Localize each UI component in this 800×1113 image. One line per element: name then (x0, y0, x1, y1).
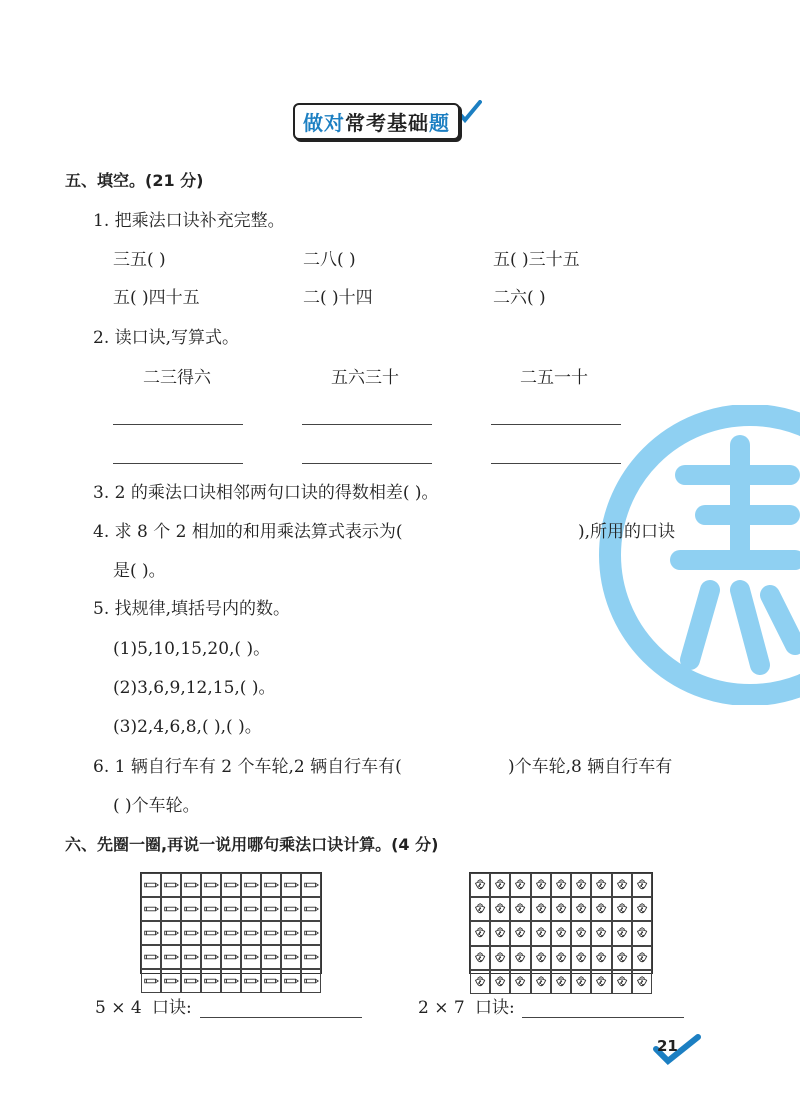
strawberry-cell[interactable] (470, 970, 490, 994)
strawberry-cell[interactable] (531, 970, 551, 994)
pencil-cell[interactable] (181, 969, 201, 993)
pencil-cell[interactable] (241, 897, 261, 921)
pencil-cell[interactable] (161, 897, 181, 921)
pencil-cell[interactable] (181, 897, 201, 921)
strawberry-cell[interactable] (470, 897, 490, 921)
pencil-cell[interactable] (221, 921, 241, 945)
strawberry-cell[interactable] (591, 873, 611, 897)
pencil-cell[interactable] (161, 969, 181, 993)
q1-blank-4[interactable]: 五( )四十五 (113, 288, 200, 308)
strawberry-cell[interactable] (490, 873, 510, 897)
q1-blank-2[interactable]: 二八( ) (303, 250, 356, 270)
page-number-badge (652, 1033, 702, 1067)
pencil-cell[interactable] (161, 921, 181, 945)
q1-blank-5[interactable]: 二( )十四 (303, 288, 373, 308)
strawberry-cell[interactable] (551, 946, 571, 970)
pencil-cell[interactable] (301, 969, 321, 993)
strawberry-cell[interactable] (591, 897, 611, 921)
strawberry-cell[interactable] (551, 897, 571, 921)
strawberry-cell[interactable] (531, 921, 551, 945)
pencil-cell[interactable] (281, 969, 301, 993)
right-koujue-line[interactable] (522, 1017, 684, 1018)
q5-part-1: (1)5,10,15,20,( )。 (113, 639, 271, 659)
q6-text-b: )个车轮,8 辆自行车有 (508, 757, 673, 777)
pencil-cell[interactable] (241, 945, 261, 969)
pencil-cell[interactable] (201, 945, 221, 969)
strawberry-cell[interactable] (510, 897, 530, 921)
strawberry-cell[interactable] (470, 873, 490, 897)
pencil-cell[interactable] (141, 921, 161, 945)
answer-line-6[interactable] (491, 463, 621, 464)
pencil-cell[interactable] (221, 897, 241, 921)
strawberry-cell[interactable] (632, 921, 652, 945)
q5-part-2: (2)3,6,9,12,15,( )。 (113, 678, 276, 698)
section5-title: 五、填空。(21 分) (65, 171, 204, 190)
pencil-cell[interactable] (301, 873, 321, 897)
pencil-cell[interactable] (261, 945, 281, 969)
strawberry-cell[interactable] (571, 897, 591, 921)
pencil-cell[interactable] (241, 969, 261, 993)
strawberry-cell[interactable] (551, 921, 571, 945)
answer-line-3[interactable] (491, 424, 621, 425)
strawberry-cell[interactable] (612, 873, 632, 897)
pencil-cell[interactable] (281, 945, 301, 969)
strawberry-cell[interactable] (612, 897, 632, 921)
pencil-cell[interactable] (301, 897, 321, 921)
pencil-cell[interactable] (221, 873, 241, 897)
strawberry-cell[interactable] (571, 873, 591, 897)
left-koujue-label: 口诀: (152, 998, 192, 1018)
banner-part3: 常考基础 (345, 110, 429, 135)
strawberry-cell[interactable] (571, 921, 591, 945)
left-koujue-line[interactable] (200, 1017, 362, 1018)
q1-blank-3[interactable]: 五( )三十五 (493, 250, 580, 270)
answer-line-2[interactable] (302, 424, 432, 425)
q1-blank-6[interactable]: 二六( ) (493, 288, 546, 308)
strawberry-cell[interactable] (551, 873, 571, 897)
q2-item-1: 二三得六 (143, 368, 211, 388)
strawberry-cell[interactable] (591, 921, 611, 945)
strawberry-cell[interactable] (571, 970, 591, 994)
pencil-cell[interactable] (241, 921, 261, 945)
q6-text-a: 6. 1 辆自行车有 2 个车轮,2 辆自行车有( (93, 757, 402, 777)
strawberry-cell[interactable] (591, 946, 611, 970)
page-number: 21 (657, 1037, 678, 1055)
q5-part-3: (3)2,4,6,8,( ),( )。 (113, 717, 262, 737)
q2-item-3: 二五一十 (520, 368, 588, 388)
q5-text: 5. 找规律,填括号内的数。 (93, 599, 291, 619)
strawberry-cell[interactable] (612, 970, 632, 994)
q2-item-2: 五六三十 (331, 368, 399, 388)
pencil-cell[interactable] (181, 873, 201, 897)
pencil-cell[interactable] (181, 945, 201, 969)
strawberry-cell[interactable] (490, 970, 510, 994)
pencil-cell[interactable] (201, 921, 221, 945)
q1-text: 1. 把乘法口诀补充完整。 (93, 211, 285, 231)
pencil-cell[interactable] (201, 897, 221, 921)
strawberry-grid[interactable] (469, 872, 653, 974)
section6-title: 六、先圈一圈,再说一说用哪句乘法口诀计算。(4 分) (65, 835, 439, 854)
pencil-grid[interactable] (140, 872, 322, 974)
q3-text: 3. 2 的乘法口诀相邻两句口诀的得数相差( )。 (93, 483, 439, 503)
pencil-cell[interactable] (141, 969, 161, 993)
strawberry-cell[interactable] (551, 970, 571, 994)
strawberry-cell[interactable] (490, 921, 510, 945)
pencil-cell[interactable] (221, 969, 241, 993)
strawberry-cell[interactable] (490, 897, 510, 921)
pencil-cell[interactable] (181, 921, 201, 945)
pencil-cell[interactable] (161, 873, 181, 897)
strawberry-cell[interactable] (531, 946, 551, 970)
q4-text-c: 是( )。 (113, 561, 166, 581)
strawberry-cell[interactable] (632, 897, 652, 921)
pencil-cell[interactable] (141, 897, 161, 921)
answer-line-5[interactable] (302, 463, 432, 464)
strawberry-cell[interactable] (470, 946, 490, 970)
pencil-cell[interactable] (141, 873, 161, 897)
watermark-stamp (590, 405, 800, 705)
q4-text-b: ),所用的口诀 (578, 522, 676, 542)
banner-part4: 题 (429, 110, 450, 135)
q2-text: 2. 读口诀,写算式。 (93, 328, 240, 348)
strawberry-cell[interactable] (490, 946, 510, 970)
pencil-cell[interactable] (141, 945, 161, 969)
pencil-cell[interactable] (301, 921, 321, 945)
answer-line-1[interactable] (113, 424, 243, 425)
pencil-cell[interactable] (261, 921, 281, 945)
pencil-cell[interactable] (281, 897, 301, 921)
strawberry-cell[interactable] (510, 873, 530, 897)
strawberry-cell[interactable] (612, 946, 632, 970)
left-expression: 5 × 4 (95, 998, 142, 1018)
q4-text-a: 4. 求 8 个 2 相加的和用乘法算式表示为( (93, 522, 403, 542)
strawberry-cell[interactable] (612, 921, 632, 945)
answer-line-4[interactable] (113, 463, 243, 464)
q1-blank-1[interactable]: 三五( ) (113, 250, 166, 270)
pencil-cell[interactable] (281, 921, 301, 945)
pencil-cell[interactable] (301, 945, 321, 969)
section-banner (293, 104, 482, 138)
strawberry-cell[interactable] (632, 970, 652, 994)
pencil-cell[interactable] (221, 945, 241, 969)
strawberry-cell[interactable] (470, 921, 490, 945)
pencil-cell[interactable] (241, 873, 261, 897)
strawberry-cell[interactable] (571, 946, 591, 970)
q6-text-c: ( )个车轮。 (113, 796, 200, 816)
pencil-cell[interactable] (161, 945, 181, 969)
strawberry-cell[interactable] (510, 970, 530, 994)
pencil-cell[interactable] (261, 897, 281, 921)
strawberry-cell[interactable] (531, 873, 551, 897)
pencil-cell[interactable] (261, 873, 281, 897)
pencil-cell[interactable] (201, 873, 221, 897)
pencil-cell[interactable] (201, 969, 221, 993)
strawberry-cell[interactable] (510, 921, 530, 945)
banner-part1: 做 (303, 110, 324, 135)
pencil-cell[interactable] (261, 969, 281, 993)
strawberry-cell[interactable] (632, 873, 652, 897)
right-koujue-label: 口诀: (475, 998, 515, 1018)
right-expression: 2 × 7 (418, 998, 465, 1018)
banner-part2: 对 (324, 110, 345, 135)
strawberry-cell[interactable] (510, 946, 530, 970)
strawberry-cell[interactable] (591, 970, 611, 994)
strawberry-cell[interactable] (531, 897, 551, 921)
strawberry-cell[interactable] (632, 946, 652, 970)
pencil-cell[interactable] (281, 873, 301, 897)
